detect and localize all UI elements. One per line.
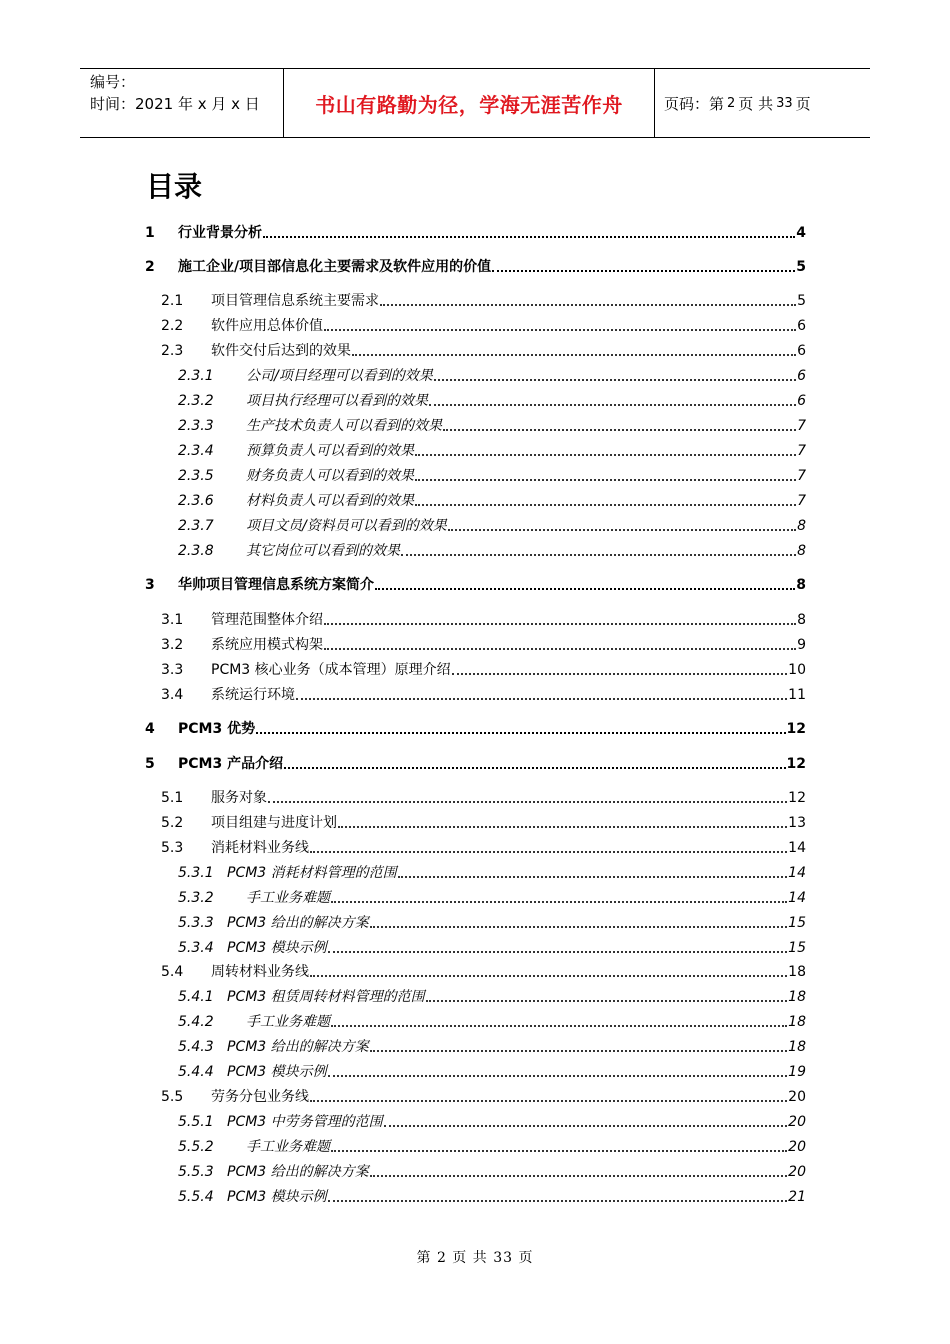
toc-entry-link[interactable] [211,661,806,679]
toc-entry-page: 6 [797,368,806,384]
toc-entry-label: PCM3 核心业务（成本管理）原理介绍 [211,662,451,678]
toc-entry[interactable] [0,959,950,981]
toc-entry-label: 财务负责人可以看到的效果 [246,468,414,484]
toc-entry-number: 5.5.1 [178,1114,214,1130]
toc-entry-number: 5.5.3 [178,1164,214,1180]
toc-entry[interactable] [0,1134,950,1156]
toc-entry[interactable] [0,413,950,435]
toc-entry-label: PCM3 消耗材料管理的范围 [227,865,397,881]
toc-entry-label: 手工业务难题 [246,1014,330,1030]
toc-entry-label: 手工业务难题 [246,1139,330,1155]
toc-entry[interactable] [0,1109,950,1131]
toc-dot-leader [268,800,787,803]
toc-entry-label: PCM3 模块示例 [227,940,327,956]
toc-entry-label: PCM3 给出的解决方案 [227,1164,369,1180]
toc-entry[interactable] [0,751,950,773]
toc-dot-leader [492,269,795,272]
toc-dot-leader [256,731,785,734]
toc-entry[interactable] [0,313,950,335]
toc-entry-page: 5 [797,293,806,309]
toc-dot-leader [426,999,788,1002]
toc-entry-link[interactable] [178,755,806,773]
toc-entry-link[interactable] [178,720,806,738]
toc-entry[interactable] [0,682,950,704]
toc-entry-label: PCM3 优势 [178,721,256,737]
toc-dot-leader [452,672,788,675]
toc-dot-leader [331,900,787,903]
toc-entry-label: 管理范围整体介绍 [211,612,323,628]
toc-entry-link[interactable] [246,367,806,385]
toc-entry-link[interactable] [246,542,806,560]
toc-entry-number: 5.3 [161,840,184,856]
toc-entry-page: 13 [788,815,806,831]
toc-dot-leader [331,1149,787,1152]
toc-dot-leader [324,647,796,650]
toc-entry[interactable] [0,1009,950,1031]
toc-entry-label: 施工企业/项目部信息化主要需求及软件应用的价值 [178,259,492,275]
toc-dot-leader [398,875,788,878]
toc-entry[interactable] [0,513,950,535]
toc-dot-leader [310,974,787,977]
toc-entry-label: 材料负责人可以看到的效果 [246,493,414,509]
toc-dot-leader [338,825,787,828]
toc-entry-label: 消耗材料业务线 [211,840,309,856]
toc-entry-label: PCM3 给出的解决方案 [227,915,369,931]
toc-dot-leader [415,478,796,481]
toc-entry[interactable] [0,910,950,932]
toc-entry-number: 5.1 [161,790,184,806]
toc-entry-link[interactable] [246,889,806,907]
toc-entry[interactable] [0,288,950,310]
toc-title: 目录 [146,170,203,203]
toc-dot-leader [328,950,788,953]
page-prefix: 页码：第 [664,94,725,113]
toc-entry-link[interactable] [211,839,806,857]
toc-entry-label: 手工业务难题 [246,890,330,906]
toc-entry-page: 5 [796,259,806,275]
toc-entry[interactable] [0,632,950,654]
toc-entry-number: 5.4.4 [178,1064,214,1080]
toc-entry-link[interactable] [246,517,806,535]
toc-dot-leader [443,428,796,431]
toc-entry-page: 14 [788,840,806,856]
toc-entry-number: 5.3.2 [178,890,214,906]
toc-entry[interactable] [0,1184,950,1206]
toc-entry-link[interactable] [227,914,806,932]
toc-dot-leader [429,403,796,406]
toc-entry-link[interactable] [211,789,806,807]
toc-entry-label: 项目文员/资料员可以看到的效果 [246,518,447,534]
toc-entry-label: 软件应用总体价值 [211,318,323,334]
toc-entry-number: 4 [145,721,155,737]
toc-entry-number: 2.3.8 [178,543,214,559]
toc-entry-link[interactable] [246,492,806,510]
toc-entry-label: PCM3 模块示例 [227,1064,327,1080]
toc-entry-link[interactable] [246,1013,806,1031]
toc-entry-page: 20 [788,1114,806,1130]
toc-entry-label: 预算负责人可以看到的效果 [246,443,414,459]
toc-entry-link[interactable] [178,576,806,594]
toc-entry-number: 5.4.2 [178,1014,214,1030]
toc-dot-leader [415,503,796,506]
toc-entry-label: 系统应用模式构架 [211,637,323,653]
toc-entry-label: 服务对象 [211,790,267,806]
toc-entry-page: 19 [788,1064,806,1080]
toc-entry-page: 8 [797,543,806,559]
toc-entry-number: 3.2 [161,637,184,653]
toc-entry-link[interactable] [227,1188,806,1206]
toc-entry-number: 2 [145,259,155,275]
toc-dot-leader [370,1174,788,1177]
toc-entry-link[interactable] [227,939,806,957]
toc-entry-number: 1 [145,225,155,241]
toc-entry-page: 6 [797,343,806,359]
toc-entry-number: 5.3.1 [178,865,214,881]
toc-entry[interactable] [0,538,950,560]
toc-entry-label: 项目组建与进度计划 [211,815,337,831]
toc-entry[interactable] [0,716,950,738]
toc-entry-link[interactable] [227,864,806,882]
toc-entry[interactable] [0,810,950,832]
toc-entry-label: 系统运行环境 [211,687,295,703]
toc-entry-page: 6 [797,393,806,409]
toc-entry[interactable] [0,1059,950,1081]
toc-entry-link[interactable] [227,1063,806,1081]
toc-dot-leader [352,353,796,356]
toc-entry-number: 2.1 [161,293,184,309]
toc-entry-page: 12 [786,756,806,772]
toc-entry-page: 4 [796,225,806,241]
toc-entry[interactable] [0,338,950,360]
page-header [80,68,870,138]
toc-entry-page: 11 [788,687,806,703]
toc-entry-page: 14 [788,865,806,881]
toc-entry-label: 华帅项目管理信息系统方案简介 [178,577,374,593]
toc-entry-number: 2.3.3 [178,418,214,434]
header-meta [80,69,283,137]
toc-entry-page: 7 [797,468,806,484]
toc-entry-page: 9 [797,637,806,653]
page-footer: 第 2 页 共 33 页 [416,1250,534,1266]
toc-entry-page: 20 [788,1164,806,1180]
toc-entry-page: 7 [797,443,806,459]
toc-dot-leader [370,1049,788,1052]
toc-dot-leader [370,925,788,928]
page-mid: 页 共 [738,94,774,113]
toc-entry-number: 2.3 [161,343,184,359]
toc-entry[interactable] [0,488,950,510]
header-motto: 书山有路勤为径，学海无涯苦作舟 [315,92,623,117]
toc-entry-link[interactable] [211,292,806,310]
toc-entry-link[interactable] [227,1113,806,1131]
toc-entry-label: PCM3 产品介绍 [178,756,284,772]
toc-entry[interactable] [0,388,950,410]
toc-entry-link[interactable] [211,342,806,360]
toc-entry-label: PCM3 给出的解决方案 [227,1039,369,1055]
toc-entry-link[interactable] [211,814,806,832]
toc-entry[interactable] [0,607,950,629]
toc-dot-leader [415,453,796,456]
toc-entry-number: 5 [145,756,155,772]
toc-entry-page: 12 [786,721,806,737]
toc-entry-number: 3.1 [161,612,184,628]
toc-entry-number: 2.3.2 [178,393,214,409]
toc-dot-leader [375,587,795,590]
header-page-info [655,69,870,137]
toc-entry-page: 18 [788,1039,806,1055]
toc-entry-page: 20 [788,1089,806,1105]
toc-entry-label: 周转材料业务线 [211,964,309,980]
toc-entry-number: 5.4.3 [178,1039,214,1055]
toc-dot-leader [310,1099,787,1102]
toc-dot-leader [328,1199,788,1202]
toc-entry-link[interactable] [178,224,806,242]
toc-entry[interactable] [0,1084,950,1106]
toc-dot-leader [384,1124,788,1127]
toc-entry-number: 5.3.3 [178,915,214,931]
toc-entry[interactable] [0,1159,950,1181]
toc-entry-link[interactable] [211,963,806,981]
toc-dot-leader [328,1074,788,1077]
toc-entry-page: 8 [797,518,806,534]
toc-entry-label: PCM3 租赁周转材料管理的范围 [227,989,425,1005]
toc-entry-number: 5.3.4 [178,940,214,956]
toc-entry-number: 5.4 [161,964,184,980]
toc-entry-page: 18 [788,964,806,980]
toc-dot-leader [448,528,796,531]
toc-entry-link[interactable] [211,1088,806,1106]
toc-entry[interactable] [0,657,950,679]
toc-entry[interactable] [0,1034,950,1056]
toc-entry-page: 18 [788,1014,806,1030]
toc-dot-leader [263,235,795,238]
toc-entry-link[interactable] [227,1163,806,1181]
toc-entry[interactable] [0,860,950,882]
toc-entry-link[interactable] [211,686,806,704]
toc-entry-page: 7 [797,493,806,509]
toc-entry-number: 5.4.1 [178,989,214,1005]
toc-entry-link[interactable] [246,392,806,410]
toc-entry-link[interactable] [178,258,806,276]
toc-entry-number: 2.2 [161,318,184,334]
toc-entry-page: 8 [796,577,806,593]
toc-entry-label: 项目执行经理可以看到的效果 [246,393,428,409]
toc-entry-label: PCM3 模块示例 [227,1189,327,1205]
toc-entry[interactable] [0,885,950,907]
toc-entry-number: 5.5 [161,1089,184,1105]
toc-entry[interactable] [0,935,950,957]
toc-entry-page: 12 [788,790,806,806]
toc-entry-number: 3.3 [161,662,184,678]
toc-dot-leader [331,1024,787,1027]
toc-entry-page: 10 [788,662,806,678]
toc-dot-leader [434,378,796,381]
toc-entry[interactable] [0,254,950,276]
toc-entry-link[interactable] [227,988,806,1006]
toc-entry-link[interactable] [211,317,806,335]
toc-entry-link[interactable] [211,636,806,654]
toc-entry-link[interactable] [246,1138,806,1156]
toc-dot-leader [284,766,785,769]
toc-entry-link[interactable] [211,611,806,629]
toc-entry-number: 2.3.6 [178,493,214,509]
toc-dot-leader [401,553,796,556]
toc-entry-number: 5.5.2 [178,1139,214,1155]
toc-dot-leader [324,622,796,625]
document-number-label: 编号： [90,73,136,91]
toc-entry[interactable] [0,438,950,460]
toc-dot-leader [296,697,787,700]
toc-entry[interactable] [0,572,950,594]
toc-entry[interactable] [0,463,950,485]
toc-entry-number: 5.5.4 [178,1189,214,1205]
toc-entry-page: 15 [788,940,806,956]
toc-entry-number: 3 [145,577,155,593]
toc-entry-page: 8 [797,612,806,628]
toc-entry-page: 20 [788,1139,806,1155]
toc-entry[interactable] [0,835,950,857]
toc-entry-label: 公司/项目经理可以看到的效果 [246,368,433,384]
toc-entry-number: 2.3.4 [178,443,214,459]
toc-entry-page: 18 [788,989,806,1005]
toc-entry-label: 行业背景分析 [178,225,262,241]
header-motto-cell [283,69,655,137]
toc-entry-label: 软件交付后达到的效果 [211,343,351,359]
toc-entry-label: 项目管理信息系统主要需求 [211,293,379,309]
toc-entry-page: 14 [788,890,806,906]
toc-entry-page: 6 [797,318,806,334]
toc-entry-page: 15 [788,915,806,931]
toc-entry-label: 劳务分包业务线 [211,1089,309,1105]
page-total: 33 [776,95,793,111]
toc-entry-link[interactable] [246,442,806,460]
document-date: 时间：2021 年 x 月 x 日 [90,95,260,113]
toc-dot-leader [324,328,796,331]
toc-entry[interactable] [0,363,950,385]
toc-entry-label: 其它岗位可以看到的效果 [246,543,400,559]
toc-entry-number: 2.3.1 [178,368,214,384]
page-suffix: 页 [795,94,811,113]
toc-entry-number: 5.2 [161,815,184,831]
toc-entry-label: PCM3 中劳务管理的范围 [227,1114,383,1130]
toc-entry-link[interactable] [246,467,806,485]
page-current: 2 [727,95,736,111]
toc-entry-page: 21 [788,1189,806,1205]
toc-entry-number: 2.3.5 [178,468,214,484]
toc-entry[interactable] [0,785,950,807]
toc-entry[interactable] [0,984,950,1006]
toc-entry-number: 3.4 [161,687,184,703]
toc-entry-link[interactable] [227,1038,806,1056]
toc-entry-page: 7 [797,418,806,434]
toc-entry[interactable] [0,220,950,242]
toc-dot-leader [380,303,796,306]
toc-entry-number: 2.3.7 [178,518,214,534]
toc-entry-label: 生产技术负责人可以看到的效果 [246,418,442,434]
toc-dot-leader [310,850,787,853]
toc-entry-link[interactable] [246,417,806,435]
